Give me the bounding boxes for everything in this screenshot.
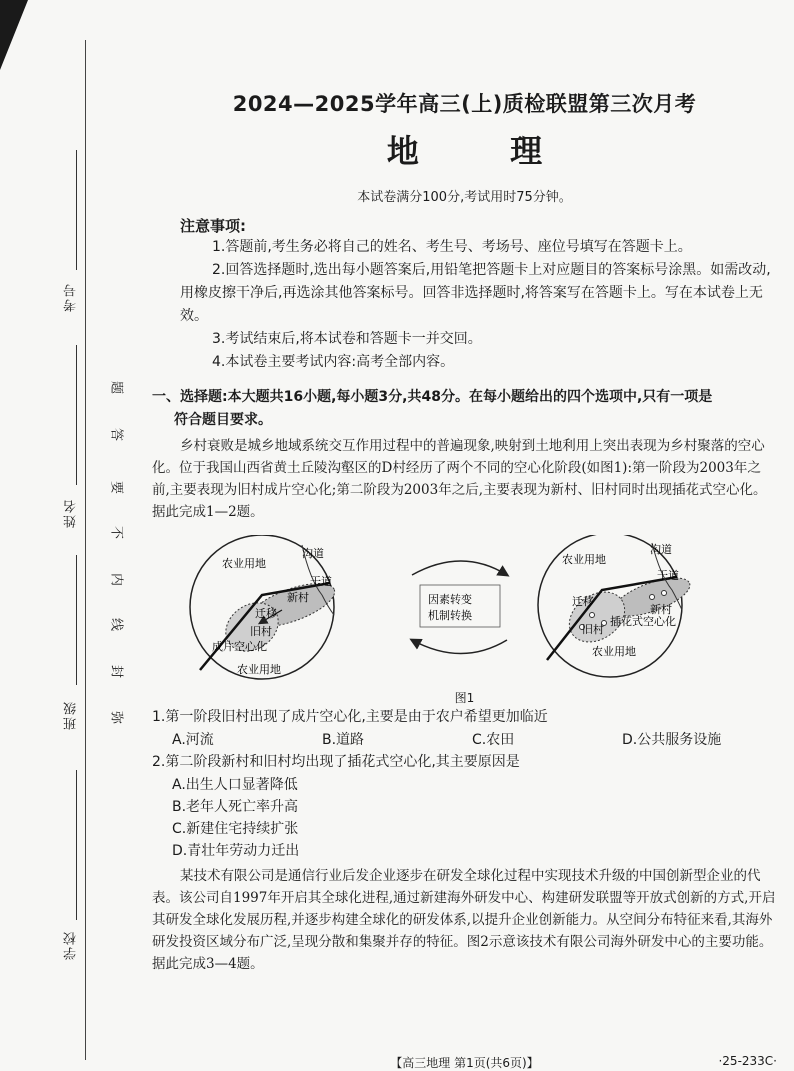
left-farmland-top: 农业用地 <box>222 557 266 570</box>
transition-label-1: 因素转变 <box>428 593 472 606</box>
page-footer <box>152 1054 777 1071</box>
exam-meta: 本试卷满分100分,考试用时75分钟。 <box>357 190 572 205</box>
footer-page-info: 【高三地理 第1页(共6页)】 <box>390 1056 539 1070</box>
right-old-village: 旧村 <box>582 623 604 636</box>
seal-char: 答 <box>108 427 124 441</box>
option-b: B.老年人死亡率升高 <box>172 799 299 815</box>
figure-1 <box>152 535 777 685</box>
left-migrate: 迁移 <box>255 607 277 620</box>
seal-char: 线 <box>108 617 124 631</box>
name-line <box>76 345 77 485</box>
scan-corner <box>0 0 28 70</box>
question-2-stem: 2.第二阶段新村和旧村均出现了插花式空心化,其主要原因是 <box>152 754 520 770</box>
option-c: C.农田 <box>472 732 515 748</box>
page-content <box>152 80 777 1070</box>
option-a: A.河流 <box>172 732 214 748</box>
section-line2: 符合题目要求。 <box>174 412 272 428</box>
figure-1-caption: 图1 <box>454 691 475 705</box>
question-1-stem: 1.第一阶段旧村出现了成片空心化,主要是由于农户希望更加临近 <box>152 709 548 725</box>
option-d: D.公共服务设施 <box>622 732 722 748</box>
name-label: 姓名 <box>64 498 79 528</box>
transition-arrows <box>412 561 507 654</box>
school-line <box>76 770 77 920</box>
left-hollow: 成片空心化 <box>212 640 267 653</box>
class-label: 班级 <box>64 700 79 730</box>
seal-char: 封 <box>108 664 124 678</box>
seal-char: 题 <box>108 380 124 394</box>
section-line1: 一、选择题:本大题共16小题,每小题3分,共48分。在每小题给出的四个选项中,只有一项是 <box>152 389 713 405</box>
note-item: 3.考试结束后,将本试卷和答题卡一并交回。 <box>212 331 482 347</box>
exam-no-label: 考号 <box>64 282 79 312</box>
footer-code: ·25-233C· <box>718 1054 777 1068</box>
passage-1: 乡村衰败是城乡地域系统交互作用过程中的普遍现象,映射到土地利用上突出表现为乡村聚落的空心化。位于我国山西省黄土丘陵沟壑区的D村经历了两个不同的空心化阶段(如图1):第一阶段为2003年之前,主要表现为旧村成片空心化;第二阶段为2003年之后,主要表现为新村、旧村同时出现插花式空心化。据此完成1—2题。 <box>152 438 767 520</box>
school-label: 学校 <box>64 930 79 960</box>
passage-2: 某技术有限公司是通信行业后发企业逐步在研发全球化过程中实现技术升级的中国创新型企业的代表。该公司自1997年开启其全球化进程,通过新建海外研发中心、构建研发联盟等开放式创新的方式,开启其研发全球化发展历程,并逐步构建全球化的研发体系,以提升企业创新能力。从空间分布特征来看,其海外研发投资区域分布广泛,呈现分散和集聚并存的特征。图2示意该技术有限公司海外研发中心的主要功能。据此完成3—4题。 <box>152 868 776 972</box>
figure-1-svg <box>152 535 777 685</box>
right-farmland-bottom: 农业用地 <box>592 645 636 658</box>
subject-title: 地 理 <box>386 132 583 170</box>
option-c: C.新建住宅持续扩张 <box>172 821 299 837</box>
option-a: A.出生人口显著降低 <box>172 777 298 793</box>
note-item: 1.答题前,考生务必将自己的姓名、考生号、考场号、座位号填写在答题卡上。 <box>212 239 692 255</box>
left-farmland-bottom: 农业用地 <box>237 663 281 676</box>
right-main-road: 干道 <box>657 569 679 582</box>
section-heading <box>152 386 777 432</box>
seal-char: 要 <box>108 480 124 494</box>
transition-label-2: 机制转换 <box>428 609 472 622</box>
notes-heading: 注意事项: <box>180 217 246 235</box>
option-d: D.青壮年劳动力迁出 <box>172 843 300 859</box>
left-gully: 沟道 <box>302 547 324 560</box>
right-gully: 沟道 <box>650 543 672 556</box>
right-new-village: 新村 <box>650 603 672 616</box>
class-line <box>76 555 77 685</box>
question-1-options <box>152 729 777 751</box>
right-farmland-top: 农业用地 <box>562 553 606 566</box>
left-new-village: 新村 <box>287 591 309 604</box>
right-hollow: 插花式空心化 <box>610 615 676 628</box>
seal-char: 弥 <box>108 710 124 724</box>
seal-char: 内 <box>108 572 124 586</box>
seal-char: 不 <box>108 525 124 539</box>
exam-no-line <box>76 150 77 270</box>
option-b: B.道路 <box>322 732 365 748</box>
left-old-village: 旧村 <box>250 625 272 638</box>
exam-title: 2024—2025学年高三(上)质检联盟第三次月考 <box>232 92 697 116</box>
note-item: 4.本试卷主要考试内容:高考全部内容。 <box>212 354 455 370</box>
left-main-road: 干道 <box>310 575 332 588</box>
binding-line <box>85 40 86 1060</box>
note-item: 2.回答选择题时,选出每小题答案后,用铅笔把答题卡上对应题目的答案标号涂黑。如需改动,用橡皮擦干净后,再选涂其他答案标号。回答非选择题时,将答案写在答题卡上。写在本试卷上无效。 <box>180 262 771 324</box>
right-migrate: 迁移 <box>572 595 594 608</box>
